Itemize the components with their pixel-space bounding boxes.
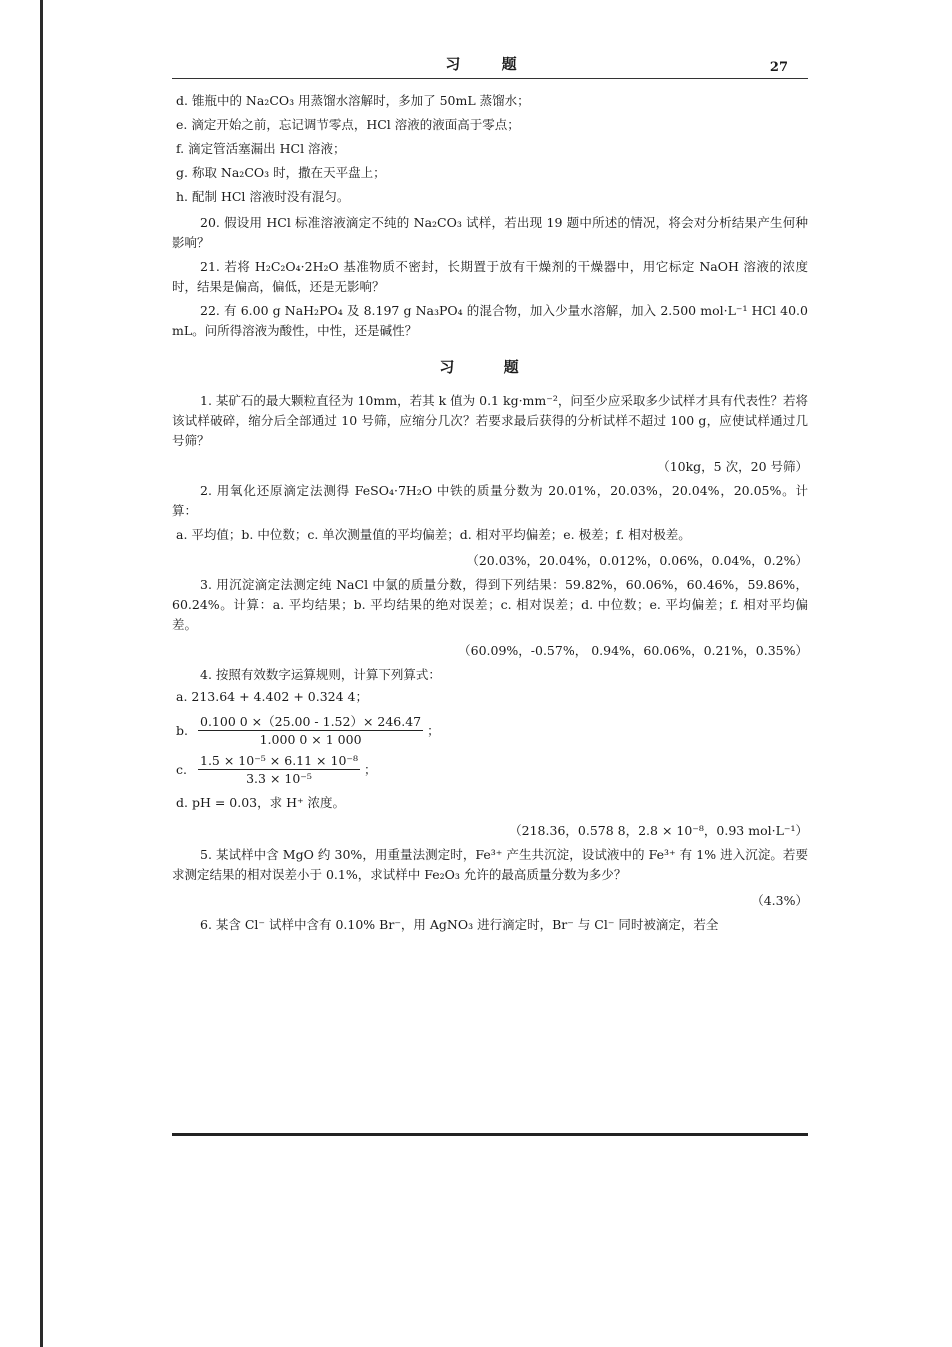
problem-4: 4. 按照有效数字运算规则，计算下列算式： — [200, 667, 441, 682]
question-21: 21. 若将 H₂C₂O₄·2H₂O 基准物质不密封，长期置于放有干燥剂的干燥器中，用它标定 NaOH 溶液的浓度时，结果是偏高，偏低，还是无影响？ — [172, 259, 808, 294]
problem-4b-label: b. — [176, 722, 188, 738]
page-header — [172, 52, 808, 79]
fraction-4c-numerator: 1.5 × 10⁻⁵ × 6.11 × 10⁻⁸ — [200, 753, 359, 768]
fraction-4c-denominator: 3.3 × 10⁻⁵ — [246, 771, 312, 786]
page-number: 27 — [769, 60, 788, 75]
section-title: 习 题 — [439, 358, 541, 376]
list-item-h: h. 配制 HCl 溶液时没有混匀。 — [176, 189, 350, 204]
page-spine-edge — [40, 0, 43, 1347]
fraction-4c — [198, 752, 360, 787]
fraction-4b-numerator: 0.100 0 ×（25.00 - 1.52）× 246.47 — [200, 714, 422, 729]
list-item-e: e. 滴定开始之前，忘记调节零点，HCl 溶液的液面高于零点； — [176, 117, 520, 132]
problem-4c-label: c. — [176, 761, 187, 777]
problem-4d: d. pH = 0.03，求 H⁺ 浓度。 — [176, 795, 346, 810]
list-item-f: f. 滴定管活塞漏出 HCl 溶液； — [176, 141, 346, 156]
problem-4c-tail: ； — [364, 761, 377, 777]
list-item-d: d. 锥瓶中的 Na₂CO₃ 用蒸馏水溶解时，多加了 50mL 蒸馏水； — [176, 93, 530, 108]
problem-4c — [172, 752, 808, 787]
problem-4b — [172, 713, 808, 748]
header-title: 习 题 — [445, 55, 535, 73]
list-item-g: g. 称取 Na₂CO₃ 时，撒在天平盘上； — [176, 165, 386, 180]
footer-rule — [172, 1133, 808, 1136]
fraction-4b-denominator: 1.000 0 × 1 000 — [259, 732, 362, 747]
question-22: 22. 有 6.00 g NaH₂PO₄ 及 8.197 g Na₃PO₄ 的混合物，加入少量水溶解，加入 2.500 mol·L⁻¹ HCl 40.0 mL。问所得溶液为酸性，中性，还是碱性？ — [172, 303, 808, 338]
problem-4b-tail: ； — [427, 722, 440, 738]
question-20: 20. 假设用 HCl 标准溶液滴定不纯的 Na₂CO₃ 试样，若出现 19 题中所述的情况，将会对分析结果产生何种影响？ — [172, 215, 808, 250]
fraction-4b — [198, 713, 423, 748]
problem-3: 3. 用沉淀滴定法测定纯 NaCl 中氯的质量分数，得到下列结果：59.82%，60.06%，60.46%，59.86%，60.24%。计算：a. 平均结果；b. 平均结果的绝对误差；c. 相对误差；d. 中位数；e. 平均偏差；f. 相对平均偏差。 — [172, 577, 808, 632]
answer-4: （218.36，0.578 8，2.8 × 10⁻⁸，0.93 mol·L⁻¹） — [509, 823, 808, 838]
problem-4a: a. 213.64 + 4.402 + 0.324 4； — [176, 689, 368, 704]
answer-3: （60.09%，-0.57%， 0.94%，60.06%，0.21%，0.35%） — [458, 643, 808, 658]
problem-2-subitems: a. 平均值；b. 中位数；c. 单次测量值的平均偏差；d. 相对平均偏差；e. 极差；f. 相对极差。 — [176, 527, 691, 542]
answer-5: （4.3%） — [751, 893, 808, 908]
problem-1: 1. 某矿石的最大颗粒直径为 10mm，若其 k 值为 0.1 kg·mm⁻²，问至少应采取多少试样才具有代表性？若将该试样破碎，缩分后全部通过 10 号筛，应缩分几次？若要求最后获得的分析试样不超过 100 g，应使试样通过几号筛？ — [172, 393, 808, 448]
problem-5: 5. 某试样中含 MgO 约 30%，用重量法测定时，Fe³⁺ 产生共沉淀，设试液中的 Fe³⁺ 有 1% 进入沉淀。若要求测定结果的相对误差小于 0.1%，求试样中 Fe₂O₃ 允许的最高质量分数为多少？ — [172, 847, 808, 882]
problem-2: 2. 用氧化还原滴定法测得 FeSO₄·7H₂O 中铁的质量分数为 20.01%，20.03%，20.04%，20.05%。计算： — [172, 483, 808, 518]
document-page — [172, 52, 808, 935]
problem-6: 6. 某含 Cl⁻ 试样中含有 0.10% Br⁻，用 AgNO₃ 进行滴定时，Br⁻ 与 Cl⁻ 同时被滴定，若全 — [200, 917, 719, 932]
answer-2: （20.03%，20.04%，0.012%，0.06%，0.04%，0.2%） — [466, 553, 808, 568]
answer-1: （10kg，5 次，20 号筛） — [657, 459, 808, 474]
